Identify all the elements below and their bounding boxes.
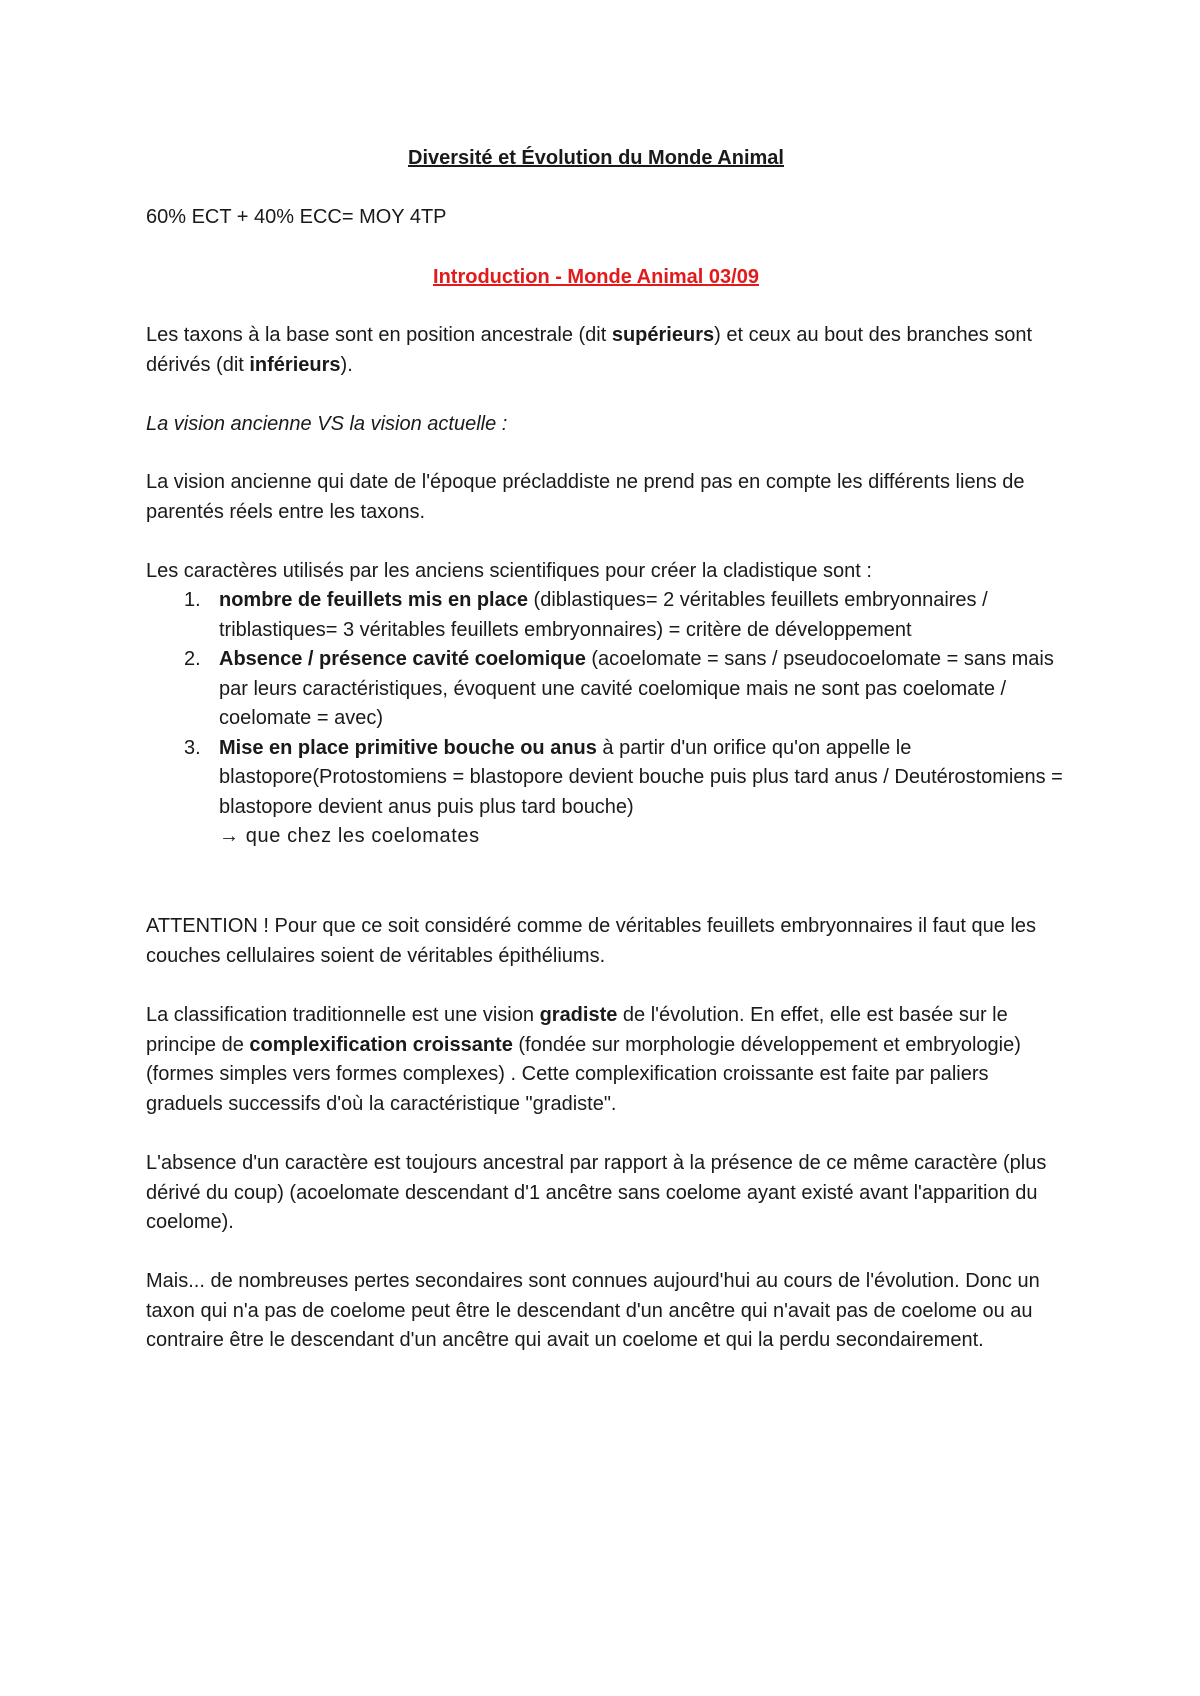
- text-run: Les taxons à la base sont en position ancestrale (dit: [146, 324, 612, 346]
- list-item-text: (diblastiques= 2 véritables feuillets embryonnaires / triblastiques= 3 véritables feuillets embryonnaires) = critère de développement: [219, 589, 988, 641]
- paragraph-attention: ATTENTION ! Pour que ce soit considéré comme de véritables feuillets embryonnaires il faut que les couches cellulaires soient de véritables épithéliums.: [146, 915, 1037, 967]
- list-item: [146, 734, 1069, 852]
- paragraph-pertes-secondaires: Mais... de nombreuses pertes secondaires sont connues aujourd'hui au cours de l'évolution. Donc un taxon qui n'a pas de coelome peut être le descendant d'un ancêtre qui n'avait pas de coelome ou au contraire être le descendant d'un ancêtre qui avait un coelome et qui la perdu secondairement.: [146, 1270, 1040, 1351]
- bold-term-inferieurs: inférieurs: [249, 353, 341, 376]
- text-run: de l'évolution. En effet, elle est basée sur le principe de: [146, 1004, 1008, 1056]
- paragraph-classification: [146, 1001, 1066, 1119]
- text-run: La classification traditionnelle est une vision: [146, 1004, 540, 1026]
- list-item-bold: nombre de feuillets mis en place: [219, 589, 528, 611]
- list-item-bold: Absence / présence cavité coelomique: [219, 648, 586, 670]
- text-run: ).: [340, 353, 353, 376]
- bold-term-complexification: complexification croissante: [249, 1033, 513, 1056]
- paragraph-vision-ancienne: La vision ancienne qui date de l'époque précladdiste ne prend pas en compte les différents liens de parentés réels entre les taxons.: [146, 471, 1025, 523]
- paragraph-taxons: [146, 321, 1066, 380]
- document-title: Diversité et Évolution du Monde Animal: [408, 147, 784, 169]
- bold-term-gradiste: gradiste: [539, 1004, 618, 1026]
- text-run: ) et ceux au bout des branches sont dérivés (dit: [146, 324, 1033, 376]
- section-title: Introduction - Monde Animal 03/09: [433, 266, 759, 288]
- list-number: 3.: [184, 736, 201, 759]
- arrow-note: → que chez les coelomates: [219, 825, 480, 847]
- bold-term-superieurs: supérieurs: [611, 324, 715, 346]
- list-item: [146, 645, 1069, 734]
- criteria-list: [146, 586, 1069, 852]
- list-item-text: (acoelomate = sans / pseudocoelomate = sans mais par leurs caractéristiques, évoquent une cavité coelomique mais ne sont pas coelomate / coelomate = avec): [219, 648, 1054, 729]
- list-item: [146, 586, 1069, 645]
- list-number: 2.: [184, 648, 201, 670]
- paragraph-vision-heading: La vision ancienne VS la vision actuelle :: [146, 413, 508, 435]
- paragraph-absence-caractere: L'absence d'un caractère est toujours ancestral par rapport à la présence de ce même caractère (plus dérivé du coup) (acoelomate descendant d'1 ancêtre sans coelome ayant existé avant l'apparition du coelome).: [146, 1152, 1047, 1233]
- list-item-text: à partir d'un orifice qu'on appelle le blastopore(Protostomiens = blastopore devient bouche puis plus tard anus / Deutérostomiens = blastopore devient anus puis plus tard bouche): [219, 736, 1063, 818]
- list-item-bold: Mise en place primitive bouche ou anus: [219, 736, 597, 759]
- text-run: (fondée sur morphologie développement et embryologie) (formes simples vers formes complexes) . Cette complexification croissante est faite par paliers graduels successifs d'où la caractéristique "gradiste".: [146, 1033, 1021, 1115]
- list-number: 1.: [184, 589, 201, 611]
- grading-formula: 60% ECT + 40% ECC= MOY 4TP: [146, 206, 447, 228]
- paragraph-caracteres-intro: Les caractères utilisés par les anciens scientifiques pour créer la cladistique sont :: [146, 560, 872, 582]
